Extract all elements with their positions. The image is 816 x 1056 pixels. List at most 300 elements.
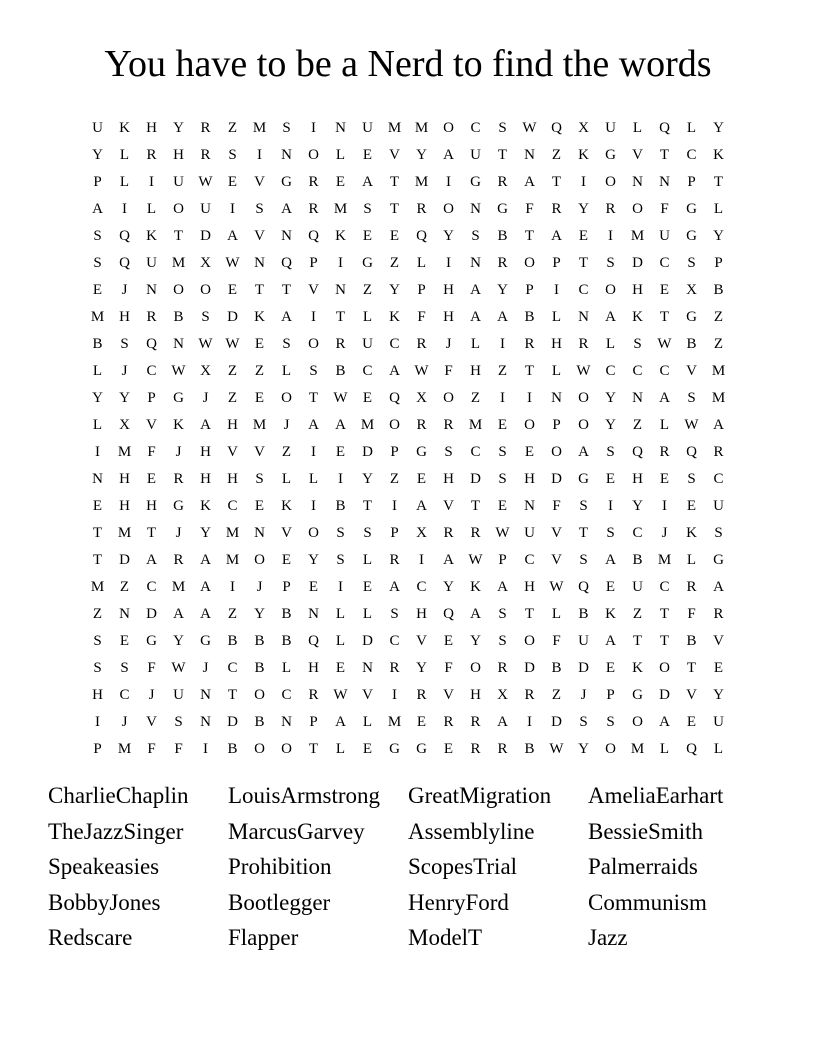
grid-letter: W [333,390,348,406]
grid-letter: C [470,444,481,460]
grid-letter: P [552,255,561,271]
grid-letter: Y [605,390,616,406]
grid-letter: R [524,336,535,352]
grid-letter: P [498,552,507,568]
letter-grid [84,115,732,763]
grid-row [84,142,732,169]
grid-letter: C [659,363,670,379]
grid-letter: X [578,120,589,136]
grid-letter: L [146,201,157,217]
grid-letter: I [446,174,451,190]
grid-letter: W [171,363,186,379]
grid-letter: J [175,444,182,460]
grid-letter: E [335,660,346,676]
grid-letter: D [524,660,535,676]
grid-letter: B [551,660,562,676]
grid-letter: N [524,498,535,514]
grid-letter: H [524,471,535,487]
grid-letter: T [254,282,265,298]
grid-letter: O [524,417,535,433]
grid-letter: A [389,363,400,379]
grid-letter: Q [146,336,157,352]
grid-letter: R [497,660,508,676]
grid-letter: Q [119,255,130,271]
grid-letter: U [173,174,184,190]
grid-letter: P [606,687,615,703]
grid-letter: N [551,390,562,406]
grid-letter: M [387,120,402,136]
grid-letter: C [605,363,616,379]
grid-letter: N [632,174,643,190]
grid-letter: F [525,201,534,217]
grid-row [84,358,732,385]
grid-letter: B [281,606,292,622]
grid-letter: X [416,390,427,406]
grid-letter: W [171,660,186,676]
grid-letter: E [686,498,697,514]
grid-letter: A [92,201,103,217]
grid-letter: N [281,228,292,244]
grid-letter: G [146,633,157,649]
letter-grid-body [84,115,732,763]
word-bank-item: AmeliaEarhart [588,783,724,808]
grid-letter: M [117,525,132,541]
grid-letter: W [549,579,564,595]
grid-letter: A [335,417,346,433]
grid-letter: I [230,579,235,595]
grid-letter: H [92,687,103,703]
grid-letter: E [254,336,265,352]
grid-letter: Q [551,120,562,136]
grid-letter: V [254,174,265,190]
grid-letter: Q [308,633,319,649]
grid-letter: A [470,606,481,622]
grid-letter: S [282,336,291,352]
grid-letter: L [362,309,373,325]
grid-letter: V [146,417,157,433]
grid-letter: Y [470,633,481,649]
grid-letter: Q [308,228,319,244]
grid-letter: B [227,741,238,757]
grid-letter: T [146,525,157,541]
grid-letter: N [470,255,481,271]
grid-letter: V [551,525,562,541]
grid-letter: I [527,714,532,730]
grid-row [84,736,732,763]
grid-letter: R [173,471,184,487]
grid-letter: O [605,741,616,757]
grid-letter: K [200,498,211,514]
grid-letter: D [578,660,589,676]
grid-letter: K [173,417,184,433]
grid-letter: I [203,741,208,757]
grid-letter: N [632,390,643,406]
grid-letter: L [362,606,373,622]
grid-letter: M [414,174,429,190]
grid-letter: W [225,255,240,271]
word-bank-item: HenryFord [408,889,509,915]
grid-row [84,493,732,520]
grid-letter: T [578,255,589,271]
grid-letter: R [470,525,481,541]
grid-letter: E [362,741,373,757]
grid-letter: A [362,174,373,190]
grid-letter: T [524,363,535,379]
grid-letter: M [387,714,402,730]
grid-letter: S [93,660,102,676]
word-bank-item: Speakeasies [48,854,160,879]
grid-letter: V [686,363,697,379]
grid-letter: S [579,552,588,568]
grid-letter: A [281,309,292,325]
grid-letter: H [146,498,157,514]
grid-letter: H [443,282,454,298]
grid-letter: W [684,417,699,433]
grid-letter: T [524,228,535,244]
grid-letter: G [605,147,616,163]
grid-letter: U [632,579,643,595]
grid-letter: Z [227,363,238,379]
grid-letter: N [335,120,346,136]
grid-letter: T [659,633,670,649]
grid-letter: O [524,255,535,271]
grid-letter: P [390,525,399,541]
grid-letter: E [119,633,130,649]
grid-letter: E [605,660,616,676]
word-bank-item: Jazz [588,925,628,950]
grid-letter: O [173,201,184,217]
grid-letter: N [308,606,319,622]
grid-letter: B [632,552,643,568]
word-bank-item: BobbyJones [48,889,161,915]
grid-letter: L [470,336,481,352]
grid-letter: R [659,444,670,460]
grid-row [84,466,732,493]
grid-letter: H [443,309,454,325]
grid-letter: S [444,444,453,460]
grid-letter: E [281,552,292,568]
grid-letter: X [119,417,130,433]
grid-letter: P [309,714,318,730]
grid-row [84,439,732,466]
grid-letter: T [173,228,184,244]
grid-letter: L [551,606,562,622]
grid-letter: A [605,309,616,325]
grid-letter: L [281,660,292,676]
grid-letter: L [659,741,670,757]
grid-letter: C [470,120,481,136]
grid-letter: Z [497,363,508,379]
grid-letter: H [200,471,211,487]
grid-letter: S [93,633,102,649]
grid-letter: G [632,687,643,703]
grid-letter: S [498,471,507,487]
grid-letter: M [360,417,375,433]
grid-row [84,304,732,331]
grid-letter: H [173,147,184,163]
grid-letter: E [335,174,346,190]
grid-letter: K [335,228,346,244]
grid-letter: L [335,741,346,757]
grid-letter: H [632,471,643,487]
grid-letter: I [257,147,262,163]
grid-letter: X [200,363,211,379]
grid-letter: A [497,579,508,595]
word-bank-item: Prohibition [228,854,332,879]
grid-letter: Y [92,390,103,406]
grid-letter: M [252,120,267,136]
grid-letter: O [443,120,454,136]
grid-letter: V [362,687,373,703]
grid-letter: S [498,120,507,136]
grid-letter: S [471,228,480,244]
grid-letter: S [606,714,615,730]
grid-letter: Z [119,579,130,595]
grid-letter: L [335,633,346,649]
grid-letter: V [443,687,454,703]
grid-letter: M [171,579,186,595]
grid-letter: N [281,714,292,730]
grid-letter: L [416,255,427,271]
grid-letter: U [713,498,724,514]
grid-letter: Z [92,606,103,622]
grid-letter: O [578,390,589,406]
grid-row [84,250,732,277]
grid-letter: B [173,309,184,325]
grid-letter: A [335,714,346,730]
grid-letter: D [551,471,562,487]
grid-letter: O [281,390,292,406]
grid-letter: C [659,255,670,271]
grid-letter: C [146,579,157,595]
grid-letter: I [311,120,316,136]
grid-letter: R [470,741,481,757]
grid-row [84,520,732,547]
grid-row [84,115,732,142]
grid-letter: I [95,714,100,730]
grid-letter: E [686,714,697,730]
grid-letter: Z [227,390,238,406]
grid-letter: B [524,309,535,325]
grid-letter: R [443,525,454,541]
grid-letter: B [281,633,292,649]
word-bank-item: CharlieChaplin [48,783,189,808]
grid-letter: Z [632,606,643,622]
grid-letter: W [198,174,213,190]
grid-letter: E [659,282,670,298]
grid-letter: H [146,120,157,136]
grid-letter: G [362,255,373,271]
grid-letter: T [659,309,670,325]
grid-letter: K [632,309,643,325]
grid-letter: I [527,390,532,406]
grid-letter: V [308,282,319,298]
grid-letter: R [146,147,157,163]
grid-letter: N [659,174,670,190]
grid-letter: I [500,336,505,352]
grid-letter: A [281,201,292,217]
grid-letter: B [92,336,103,352]
grid-letter: S [498,606,507,622]
grid-letter: Y [578,741,589,757]
grid-letter: O [254,687,265,703]
grid-letter: O [308,147,319,163]
grid-letter: B [686,336,697,352]
grid-letter: M [333,201,348,217]
grid-letter: L [308,471,319,487]
grid-letter: W [414,363,429,379]
grid-letter: U [605,120,616,136]
grid-letter: D [200,228,211,244]
grid-letter: O [254,552,265,568]
grid-letter: V [146,714,157,730]
grid-letter: R [524,687,535,703]
grid-letter: P [147,390,156,406]
word-bank-item: Communism [588,889,707,915]
grid-letter: R [335,336,346,352]
grid-letter: S [336,552,345,568]
word-bank-item: Flapper [228,925,299,950]
grid-letter: L [659,417,670,433]
grid-letter: T [92,525,103,541]
grid-letter: L [335,606,346,622]
grid-letter: N [281,147,292,163]
grid-letter: D [659,687,670,703]
grid-letter: I [311,498,316,514]
grid-letter: R [308,174,319,190]
grid-letter: G [281,174,292,190]
grid-letter: P [93,741,102,757]
grid-letter: T [308,741,319,757]
grid-letter: S [336,525,345,541]
grid-letter: G [416,444,427,460]
grid-letter: E [713,660,724,676]
grid-letter: P [687,174,696,190]
grid-letter: R [416,336,427,352]
grid-letter: M [171,255,186,271]
grid-letter: N [254,255,265,271]
grid-letter: E [362,390,373,406]
grid-letter: C [362,363,373,379]
grid-letter: A [416,498,427,514]
grid-row [84,682,732,709]
grid-letter: Z [227,120,238,136]
grid-letter: Q [686,444,697,460]
grid-letter: O [659,660,670,676]
grid-letter: T [308,390,319,406]
grid-letter: H [308,660,319,676]
grid-letter: Y [605,417,616,433]
grid-letter: G [686,309,697,325]
grid-letter: X [200,255,211,271]
grid-letter: S [390,606,399,622]
grid-letter: T [362,498,373,514]
grid-letter: S [633,336,642,352]
grid-letter: B [524,741,535,757]
grid-letter: S [120,336,129,352]
grid-letter: H [632,282,643,298]
grid-letter: Y [308,552,319,568]
grid-letter: D [362,444,373,460]
grid-letter: N [200,687,211,703]
grid-letter: R [578,336,589,352]
grid-letter: L [686,120,697,136]
grid-letter: A [524,174,535,190]
grid-letter: O [551,444,562,460]
grid-letter: T [632,633,643,649]
grid-letter: A [308,417,319,433]
grid-letter: W [549,741,564,757]
grid-letter: C [146,363,157,379]
grid-letter: F [417,309,426,325]
grid-letter: S [363,525,372,541]
grid-letter: I [662,498,667,514]
grid-letter: E [416,714,427,730]
grid-letter: Q [686,741,697,757]
grid-row [84,547,732,574]
grid-letter: S [363,201,372,217]
word-bank-item: GreatMigration [408,783,552,808]
grid-letter: W [576,363,591,379]
word-bank [48,781,768,959]
grid-letter: H [551,336,562,352]
grid-letter: R [497,174,508,190]
grid-letter: U [362,336,373,352]
grid-letter: Y [632,498,643,514]
word-bank-item: Redscare [48,925,133,950]
grid-letter: L [605,336,616,352]
grid-letter: X [497,687,508,703]
grid-letter: V [254,444,265,460]
grid-letter: E [362,228,373,244]
grid-letter: B [497,228,508,244]
grid-letter: A [497,714,508,730]
grid-letter: T [524,606,535,622]
grid-letter: T [92,552,103,568]
grid-letter: J [445,336,452,352]
grid-letter: R [389,660,400,676]
grid-letter: D [227,309,238,325]
grid-letter: Q [389,390,400,406]
grid-letter: F [147,660,156,676]
grid-letter: E [92,498,103,514]
grid-letter: R [551,201,562,217]
grid-letter: S [687,390,696,406]
grid-letter: U [470,147,481,163]
grid-letter: T [713,174,724,190]
grid-letter: O [254,741,265,757]
grid-letter: U [524,525,535,541]
grid-letter: N [173,336,184,352]
grid-letter: Q [578,579,589,595]
grid-letter: N [335,282,346,298]
grid-letter: W [522,120,537,136]
grid-letter: S [579,714,588,730]
grid-letter: Y [389,282,400,298]
grid-letter: B [254,714,265,730]
grid-letter: D [119,552,130,568]
grid-letter: M [657,552,672,568]
grid-letter: Y [362,471,373,487]
grid-letter: N [254,525,265,541]
grid-letter: J [202,660,209,676]
grid-letter: F [147,444,156,460]
grid-letter: G [470,174,481,190]
grid-letter: E [497,417,508,433]
grid-letter: R [443,714,454,730]
grid-letter: O [632,714,643,730]
grid-letter: Y [119,390,130,406]
